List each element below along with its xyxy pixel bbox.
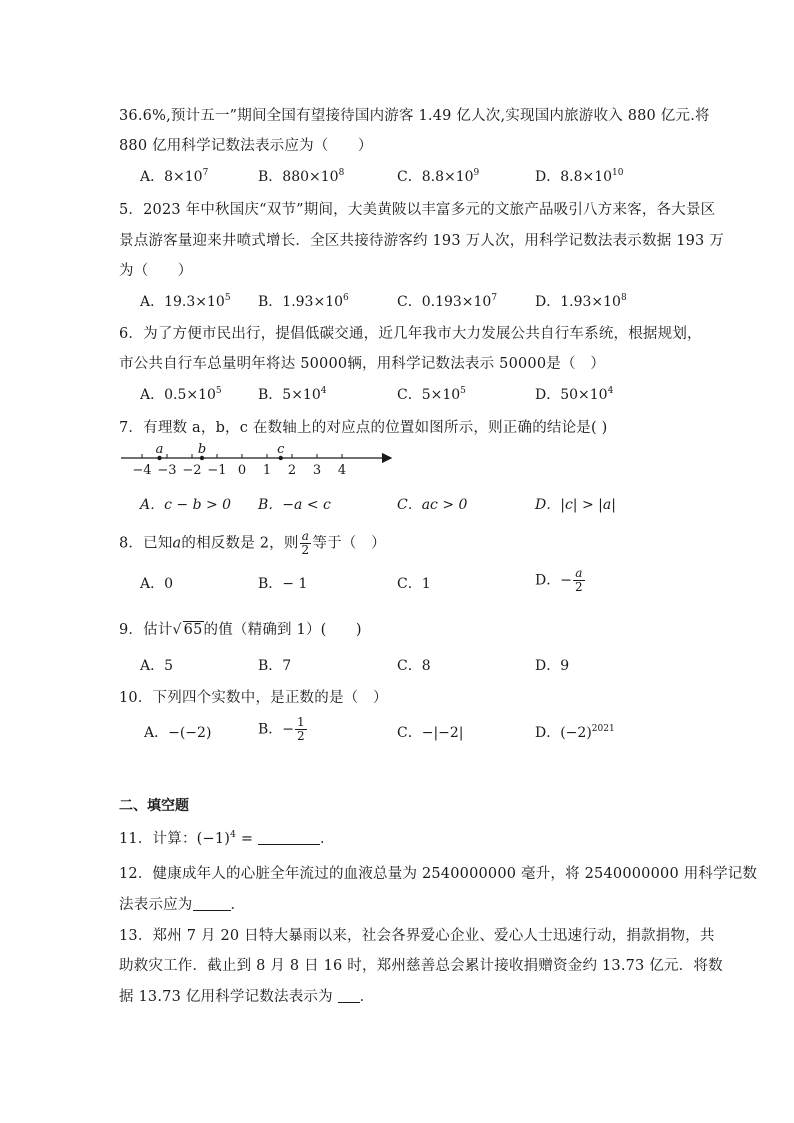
- q10-option-b-fraction: $\frac{1}{2}$: [297, 715, 305, 743]
- q7-option-c[interactable]: C．ac > 0: [397, 497, 468, 513]
- q4-option-a[interactable]: A．$8\times 10^7$: [140, 168, 209, 185]
- q5-option-d[interactable]: D．$1.93\times 10^8$: [535, 293, 627, 310]
- q6-option-b[interactable]: B．$5\times 10^4$: [258, 386, 327, 403]
- q8-option-d[interactable]: D．− $\frac{a}{2}$: [535, 566, 583, 594]
- number-line-tick-label: −1: [207, 463, 227, 478]
- q9-option-b[interactable]: B．7: [258, 658, 292, 674]
- q13-line-3: 据 13.73 亿用科学记数法表示为 ．: [119, 989, 375, 1005]
- q10-option-b[interactable]: B．− $\frac{1}{2}$: [258, 715, 305, 743]
- q7-option-d[interactable]: D．|c| > |a|: [535, 497, 616, 513]
- q12-line-1: 12．健康成年人的心脏全年流过的血液总量为 2540000000 毫升，将 2540000000 用科学记数: [119, 866, 758, 882]
- q8-option-d-fraction: $\frac{a}{2}$: [574, 566, 583, 594]
- q12-answer-blank[interactable]: [193, 910, 231, 911]
- q4-option-b[interactable]: B．$880\times 10^8$: [258, 168, 345, 185]
- q4-option-c[interactable]: C．$8.8\times 10^9$: [397, 168, 480, 185]
- q6-option-d[interactable]: D．$50\times 10^4$: [535, 386, 614, 403]
- q9-radicand: 65: [183, 622, 203, 638]
- q4-option-d[interactable]: D．$8.8\times 10^{10}$: [535, 168, 624, 185]
- number-line-point-label-c: c: [277, 442, 285, 457]
- q5-line-1: 5．2023 年中秋国庆“双节”期间，大美黄陂以丰富多元的文旅产品吸引八方来客，各大景区: [119, 202, 716, 218]
- q8-option-a[interactable]: A．0: [140, 576, 174, 592]
- q8-line-1: 8．已知a的相反数是 2，则 $\frac{a}{2}$ 等于（ ）: [119, 529, 386, 557]
- q9-option-c[interactable]: C．8: [397, 658, 431, 674]
- q5-option-b[interactable]: B．$1.93\times 10^6$: [258, 293, 349, 310]
- q7-option-a[interactable]: A．c − b > 0: [140, 497, 232, 513]
- number-line-figure: [119, 438, 399, 478]
- q12-line-2: 法表示应为 ．: [119, 897, 246, 913]
- q13-line-1: 13．郑州 7 月 20 日特大暴雨以来，社会各界爱心企业、爱心人士迅速行动，捐款捐物，共: [119, 928, 715, 944]
- number-line-point-label-b: b: [197, 442, 207, 457]
- q5-line-3: 为（ ）: [119, 263, 193, 279]
- q6-line-1: 6．为了方便市民出行，提倡低碳交通，近几年我市大力发展公共自行车系统，根据规划，: [119, 326, 702, 342]
- q10-option-d[interactable]: D．$(-2)^{2021}$: [535, 724, 615, 741]
- number-line-point-label-a: a: [155, 442, 164, 457]
- q11-line-1: 11．计算：$(-1)^4$ = ．: [119, 830, 335, 847]
- number-line-tick-label: 0: [237, 463, 247, 478]
- section-title-fill-blank: 二、填空题: [119, 798, 189, 814]
- q13-answer-blank[interactable]: [338, 1002, 360, 1003]
- q6-line-2: 市公共自行车总量明年将达 50000辆，用科学记数法表示 50000是（ ）: [119, 356, 606, 372]
- q4-line-2: 880 亿用科学记数法表示应为（ ）: [119, 138, 373, 154]
- sqrt-symbol-icon: √: [172, 622, 182, 638]
- number-line-tick-label: 3: [312, 463, 322, 478]
- q8-fraction: $\frac{a}{2}$: [301, 529, 310, 557]
- q4-line-1: 36.6%,预计五一”期间全国有望接待国内游客 1.49 亿人次,实现国内旅游收入 880 亿元.将: [119, 108, 710, 124]
- number-line-tick-label: −4: [132, 463, 152, 478]
- q13-line-2: 助救灾工作．截止到 8 月 8 日 16 时，郑州慈善总会累计接收捐赠资金约 13.73 亿元．将数: [119, 958, 723, 974]
- number-line-tick-label: 4: [337, 463, 347, 478]
- q8-option-c[interactable]: C．1: [397, 576, 431, 592]
- q5-option-a[interactable]: A．$19.3\times 10^5$: [140, 293, 231, 310]
- q9-line-1: 9．估计√ 65的值（精确到 1）( ): [119, 622, 362, 638]
- q10-option-c[interactable]: C．−|−2|: [397, 725, 464, 741]
- number-line-tick-label: 2: [287, 463, 297, 478]
- q9-option-a[interactable]: A．5: [140, 658, 174, 674]
- q5-line-2: 景点游客量迎来井喷式增长．全区共接待游客约 193 万人次，用科学记数法表示数据 193 万: [119, 233, 724, 249]
- q8-option-b[interactable]: B．− 1: [258, 576, 308, 592]
- q6-option-a[interactable]: A．$0.5\times 10^5$: [140, 386, 222, 403]
- q9-option-d[interactable]: D．9: [535, 658, 570, 674]
- q5-option-c[interactable]: C．$0.193\times 10^7$: [397, 293, 498, 310]
- q10-option-a[interactable]: A．−(−2): [144, 725, 212, 741]
- q7-line-1: 7．有理数 a，b，c 在数轴上的对应点的位置如图所示，则正确的结论是( ): [119, 420, 608, 436]
- number-line-tick-label: 1: [262, 463, 272, 478]
- q6-option-c[interactable]: C．$5\times 10^5$: [397, 386, 466, 403]
- number-line-tick-label: −2: [182, 463, 202, 478]
- q10-line-1: 10．下列四个实数中，是正数的是（ ）: [119, 690, 388, 706]
- number-line-tick-label: −3: [157, 463, 177, 478]
- q11-answer-blank[interactable]: [258, 844, 320, 845]
- q7-option-b[interactable]: B．−a < c: [258, 497, 331, 513]
